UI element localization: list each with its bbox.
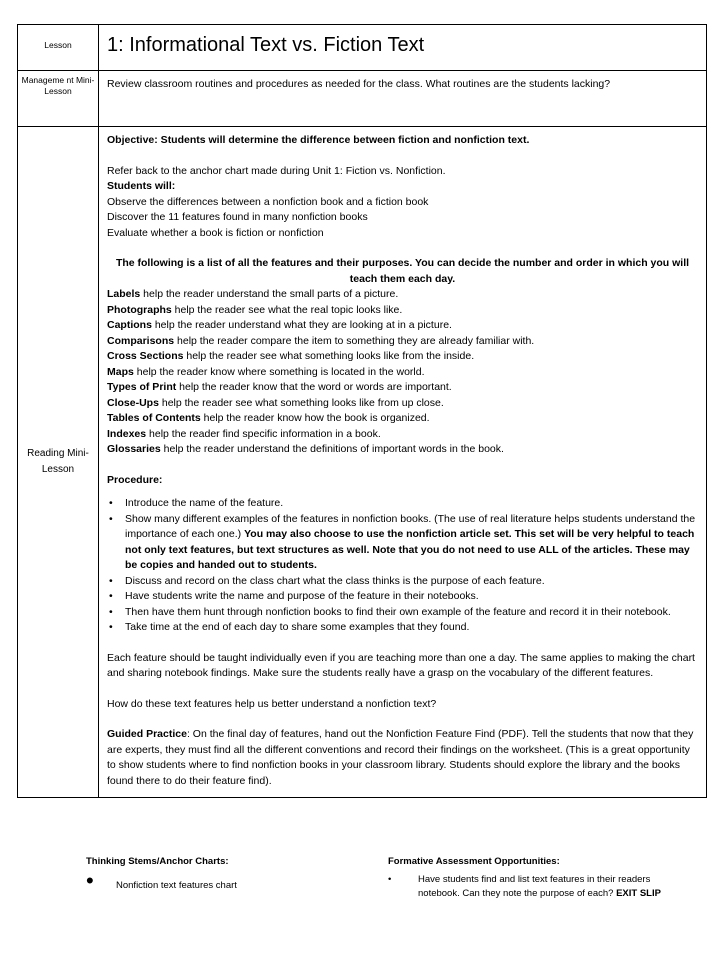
guided-text: : On the final day of features, hand out the Nonfiction Feature Find (PDF). Tell the students that now that they are experts, they must find all the different conventions and record their findings on the worksheet. (This is a great opportunity to show students where to find nonfiction books in your classroom library. Students should explore the library and the books found there to do their feature find).: [107, 728, 694, 787]
lesson-label: Lesson: [18, 25, 99, 71]
refer-text: Refer back to the anchor chart made during Unit 1: Fiction vs. Nonfiction.: [107, 164, 446, 177]
feature-term: Indexes: [107, 427, 147, 440]
feature-item: [107, 427, 698, 443]
goal-item: Discover the 11 features found in many nonfiction books: [107, 211, 368, 223]
procedure-item-text: Show many different examples of the features in nonfiction books. (The use of real literature helps students understand the importance of each one.): [125, 512, 696, 540]
feature-desc: help the reader see what something looks like from the inside.: [183, 350, 475, 362]
feature-term: Cross Sections: [107, 350, 184, 362]
feature-item: [107, 303, 698, 319]
lesson-title: 1: Informational Text vs. Fiction Text: [107, 34, 425, 56]
feature-desc: help the reader understand what they are looking at in a picture.: [151, 319, 452, 331]
feature-term: Close-Ups: [107, 396, 159, 409]
feature-desc: help the reader find specific information in a book.: [146, 427, 381, 440]
procedure-item: • Then have them hunt through nonfiction books to find their own example of the feature and record it in their notebook.: [125, 605, 698, 621]
procedure-item-bold: You may also choose to use the nonfiction article set. This set will be very helpful to teach not only text features, but text structures as well. Note that you do not need to use ALL of the articles. These may be copies and handed out to students.: [125, 528, 695, 571]
students-will-heading: Students will:: [107, 180, 176, 192]
bullet-icon: •: [86, 868, 94, 893]
features-intro: The following is a list of all the features and their purposes. You can decide the number and order in which you will teach them each day.: [115, 257, 690, 285]
thinking-stems-item: Nonfiction text features chart: [116, 880, 237, 891]
reading-row: [18, 127, 707, 798]
feature-desc: help the reader know how the book is organized.: [200, 412, 430, 424]
feature-term: Captions: [107, 319, 152, 331]
feature-item: [107, 396, 698, 412]
feature-term: Tables of Contents: [107, 412, 201, 424]
goal-item: Evaluate whether a book is fiction or nonfiction: [107, 226, 324, 239]
lesson-row: [18, 25, 707, 71]
formative-assessment-item: [388, 873, 688, 901]
guided-label: Guided Practice: [107, 728, 187, 740]
reading-content: [99, 127, 707, 798]
feature-term: Photographs: [107, 303, 172, 316]
bullet-icon: •: [388, 874, 392, 885]
procedure-item: • Take time at the end of each day to share some examples that they found.: [125, 620, 698, 636]
each-feature-text: Each feature should be taught individually even if you are teaching more than one a day. The same applies to making the chart and sharing notebook findings. Make sure the students really have a grasp on the vocabulary of the different features.: [107, 651, 695, 679]
question-text: How do these text features help us better understand a nonfiction text?: [107, 697, 437, 710]
feature-desc: help the reader see what the real topic looks like.: [171, 303, 403, 316]
management-row: [18, 71, 707, 127]
feature-term: Labels: [107, 288, 141, 300]
guided-practice: [107, 727, 698, 789]
feature-desc: help the reader understand the small parts of a picture.: [140, 288, 399, 300]
formative-assessment-text: Have students find and list text features in their readers notebook. Can they note the purpose of each?: [418, 874, 651, 899]
thinking-stems-column: [86, 856, 346, 893]
management-text: Review classroom routines and procedures as needed for the class. What routines are the students lacking?: [99, 71, 707, 127]
management-label: Manageme nt Mini- Lesson: [18, 71, 99, 127]
feature-item: [107, 318, 698, 334]
formative-assessment-column: [388, 856, 688, 901]
lesson-table: [17, 24, 707, 798]
feature-term: Types of Print: [107, 381, 177, 393]
feature-item: [107, 380, 698, 396]
procedure-item: • Introduce the name of the feature.: [125, 496, 698, 512]
feature-desc: help the reader compare the item to something they are already familiar with.: [174, 334, 535, 347]
thinking-stems-heading: Thinking Stems/Anchor Charts:: [86, 856, 229, 867]
feature-item: [107, 365, 698, 381]
reading-label: Reading Mini- Lesson: [18, 127, 99, 798]
formative-assessment-heading: Formative Assessment Opportunities:: [388, 856, 560, 867]
feature-item: [107, 334, 698, 350]
feature-term: Maps: [107, 365, 134, 378]
feature-item: [107, 287, 698, 303]
feature-desc: help the reader see what something looks like from up close.: [158, 396, 444, 409]
exit-slip: EXIT SLIP: [616, 888, 661, 899]
feature-desc: help the reader understand the definitions of important words in the book.: [160, 443, 504, 455]
feature-term: Comparisons: [107, 334, 175, 347]
procedure-heading: Procedure:: [107, 473, 163, 486]
procedure-item: [125, 512, 698, 574]
feature-item: [107, 442, 698, 458]
objective: Objective: Students will determine the difference between fiction and nonfiction text.: [107, 134, 530, 146]
procedure-item: • Discuss and record on the class chart what the class thinks is the purpose of each feature.: [125, 574, 698, 590]
feature-desc: help the reader know that the word or words are important.: [176, 381, 452, 393]
feature-item: [107, 411, 698, 427]
feature-item: [107, 349, 698, 365]
procedure-list: [107, 496, 698, 636]
goal-item: Observe the differences between a nonfiction book and a fiction book: [107, 195, 429, 208]
feature-desc: help the reader know where something is located in the world.: [133, 365, 425, 378]
feature-term: Glossaries: [107, 443, 161, 455]
procedure-item: • Have students write the name and purpose of the feature in their notebooks.: [125, 589, 698, 605]
